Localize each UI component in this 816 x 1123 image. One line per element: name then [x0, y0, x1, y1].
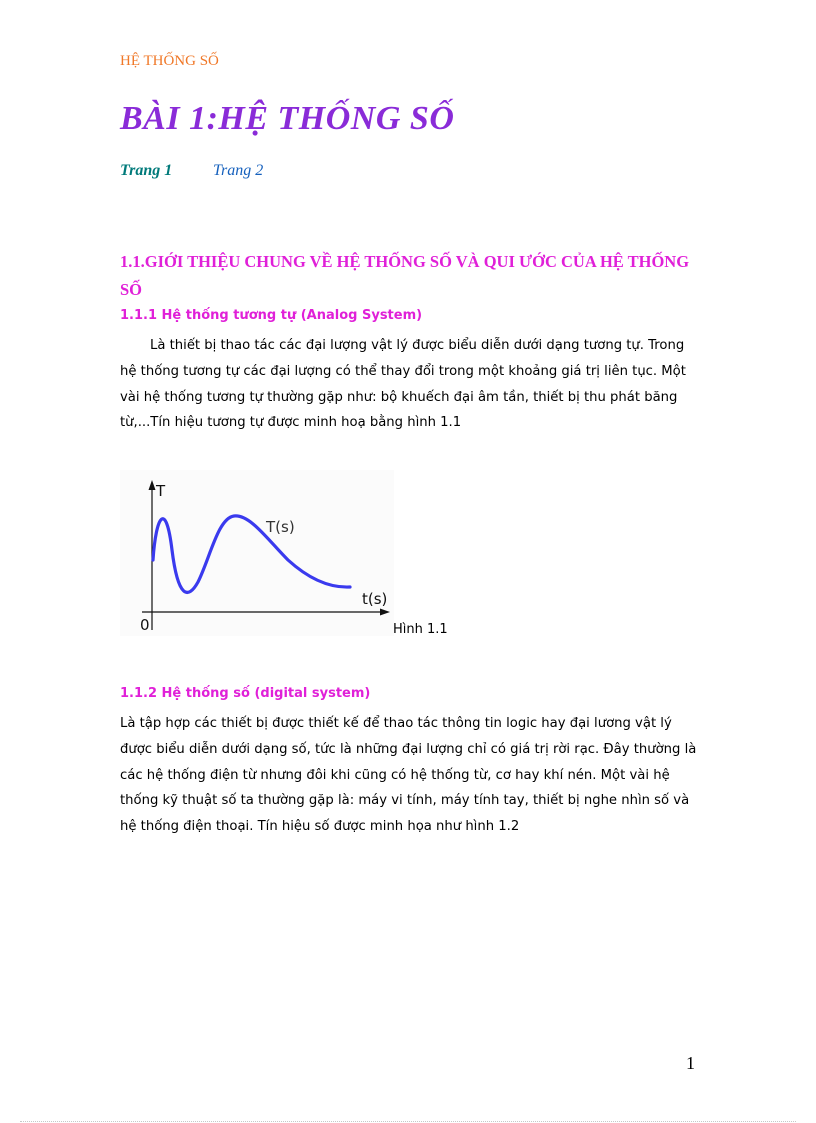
- analog-paragraph: Là thiết bị thao tác các đại lượng vật lý được biểu diễn dưới dạng tương tự. Trong hệ thống tương tự các đại lượng có thể thay đổi trong một khoảng giá trị liên tục. Một vài hệ thống tương tự thường gặp như: bộ khuếch đại âm tần, thiết bị thu phát băng từ,...Tín hiệu tương tự được minh hoạ bằng hình 1.1: [120, 338, 686, 431]
- figure-caption: Hình 1.1: [393, 622, 448, 637]
- page-link-2[interactable]: Trang 2: [213, 162, 264, 179]
- lesson-title: BÀI 1:HỆ THỐNG SỐ: [120, 100, 455, 137]
- x-axis-label: t(s): [362, 590, 388, 608]
- subsection-heading-digital: 1.1.2 Hệ thống số (digital system): [120, 686, 371, 701]
- origin-label: 0: [140, 616, 150, 634]
- page-link-1[interactable]: Trang 1: [120, 162, 173, 179]
- page-number: 1: [686, 1053, 695, 1073]
- digital-paragraph: Là tập hợp các thiết bị được thiết kế để thao tác thông tin logic hay đại lương vật lý được biểu diễn dưới dạng số, tức là những đại lượng chỉ có giá trị rời rạc. Đây thường là các hệ thống điện từ nhưng đôi khi cũng có hệ thống từ, cơ hay khí nén. Một vài hệ thống kỹ thuật số ta thường gặp là: máy vi tính, máy tính tay, thiết bị nghe nhìn số và hệ thống điện thoại. Tín hiệu số được minh họa như hình 1.2: [120, 716, 697, 835]
- section-heading: 1.1.GIỚI THIỆU CHUNG VỀ HỆ THỐNG SỐ VÀ QUI ƯỚC CỦA HỆ THỐNG SỐ: [120, 252, 690, 299]
- analog-signal-figure: [120, 470, 394, 636]
- page-bottom-rule: [20, 1121, 796, 1122]
- subsection-heading-analog: 1.1.1 Hệ thống tương tự (Analog System): [120, 308, 423, 323]
- curve-label: T(s): [266, 518, 295, 536]
- y-axis-label: T: [156, 482, 166, 500]
- running-header: HỆ THỐNG SỐ: [120, 53, 219, 69]
